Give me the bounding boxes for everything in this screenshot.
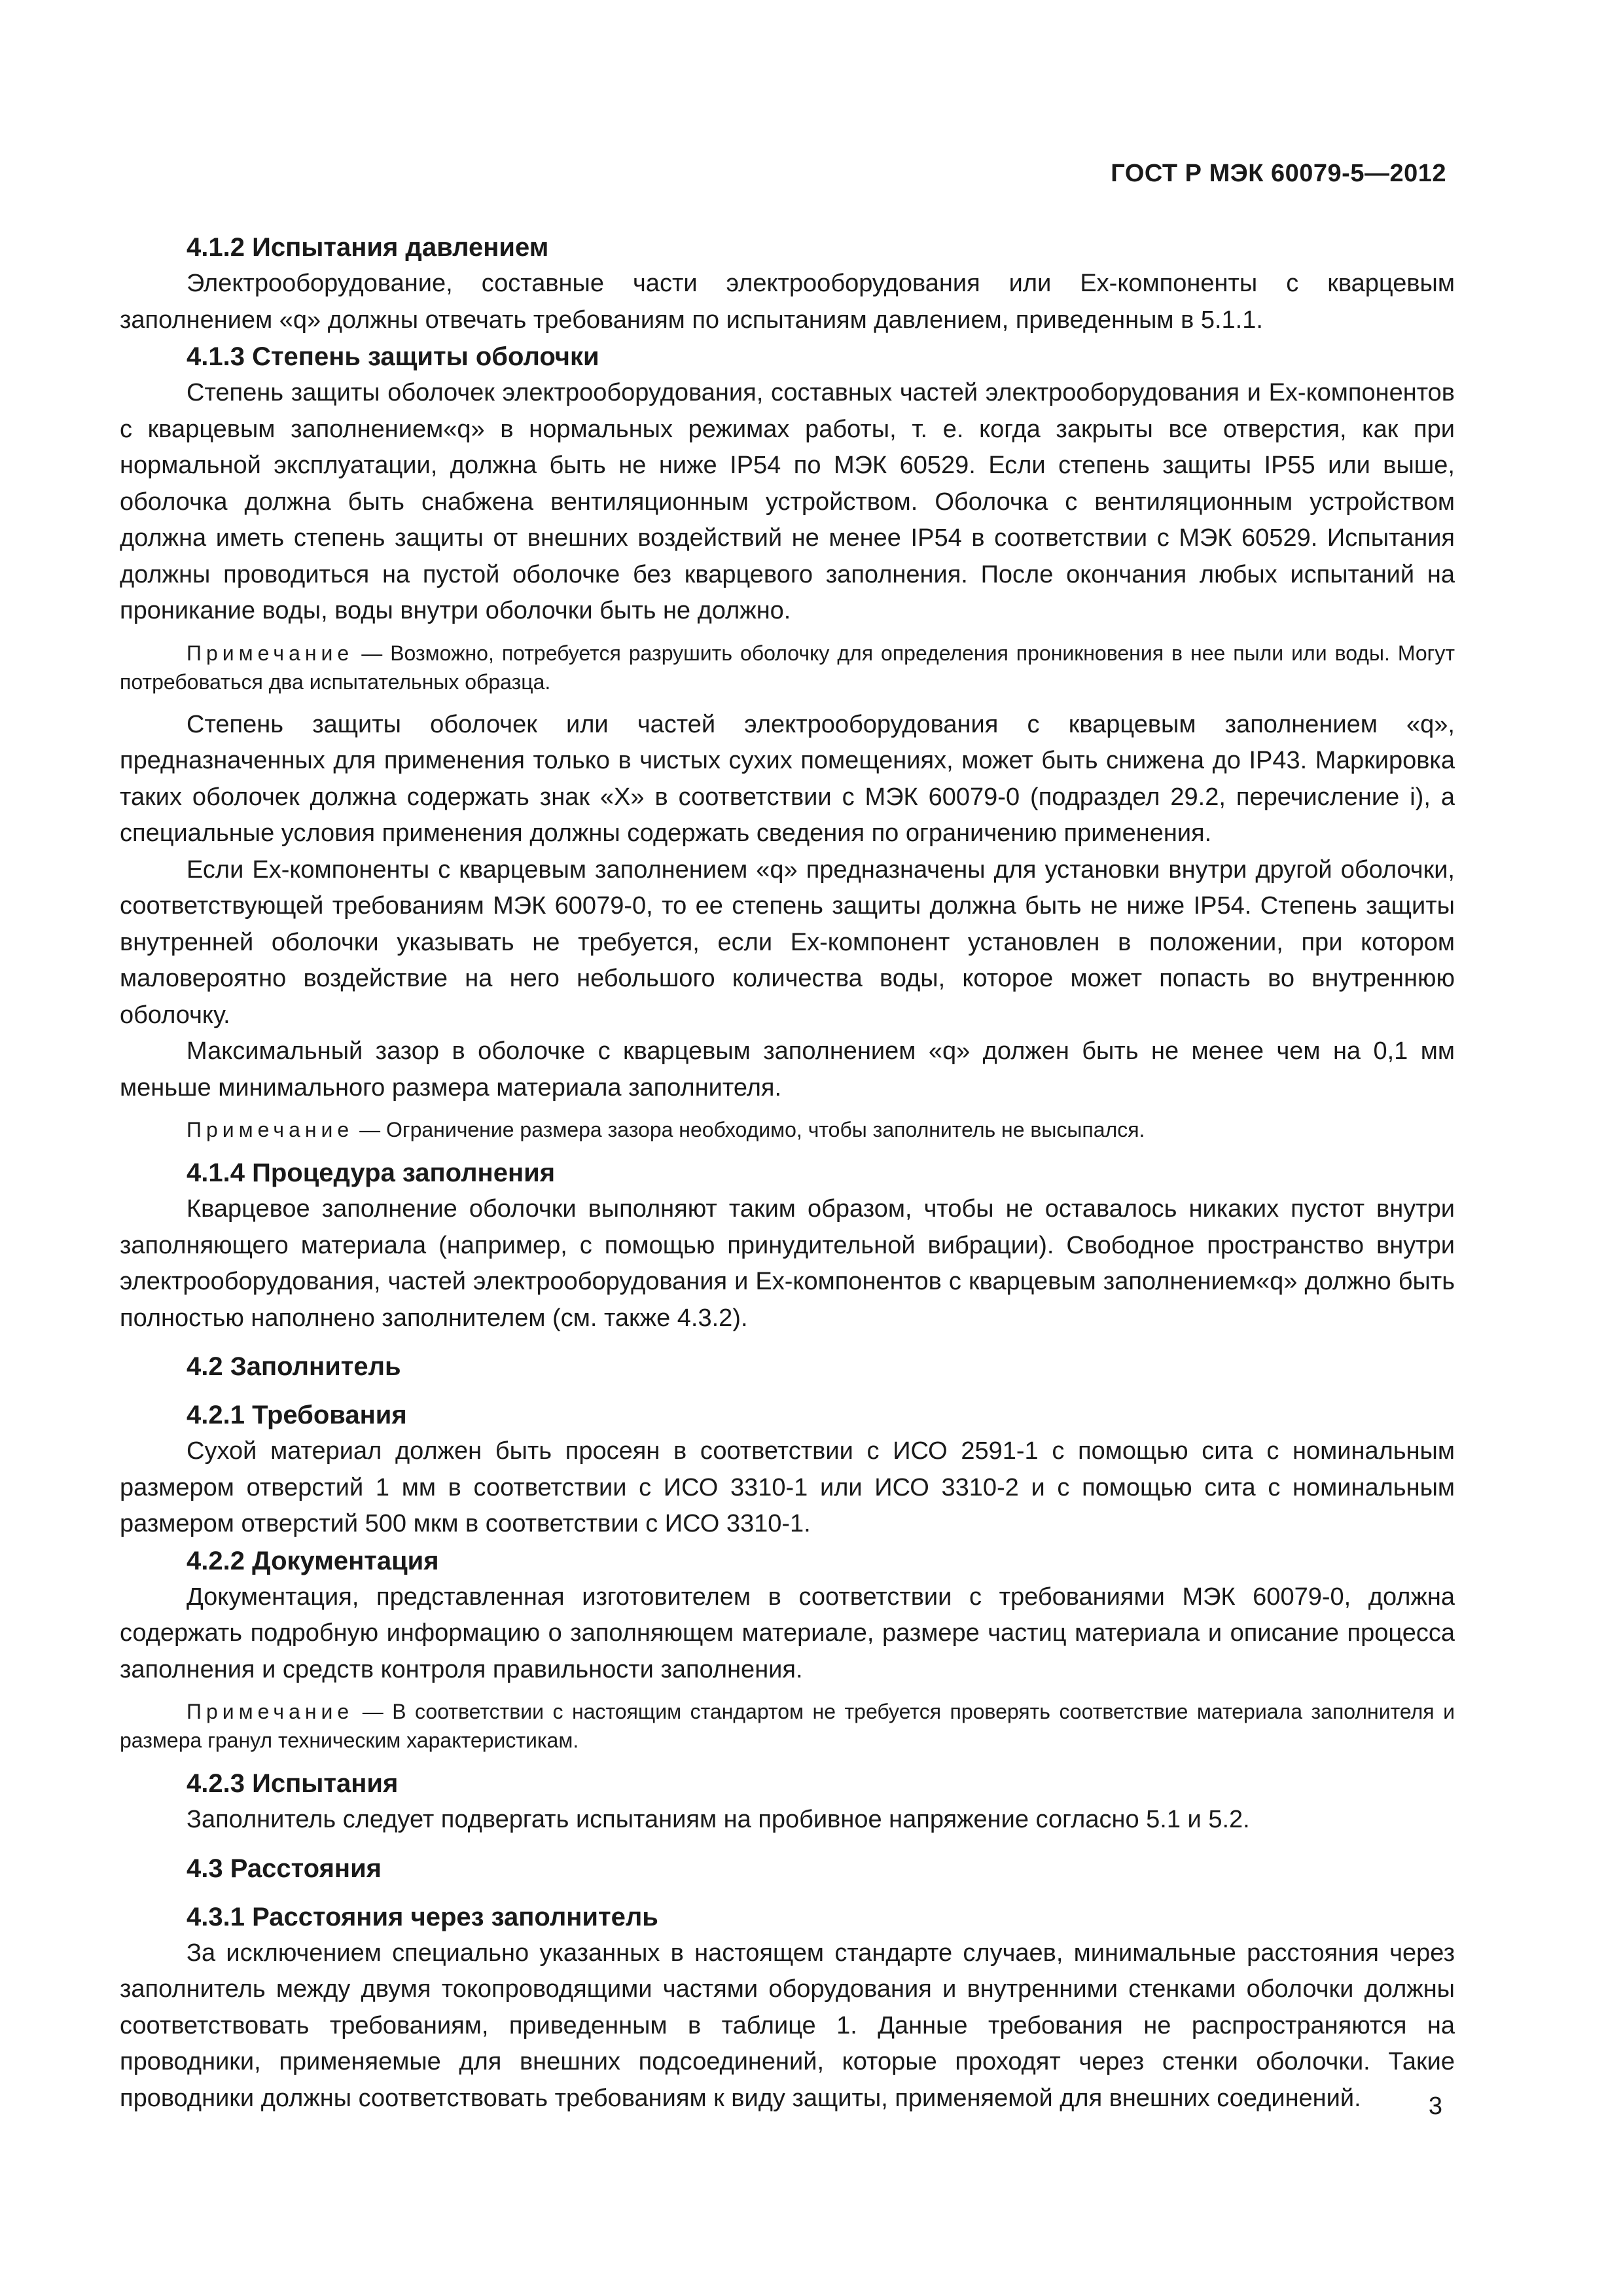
note bbox=[120, 639, 1455, 696]
paragraph: Степень защиты оболочек электрооборудования, составных частей электрооборудования и Ех-компонентов с кварцевым заполнением«q» в нормальных режимах работы, т. е. когда закрыты все отверстия, как при нормальной эксплуатации, должна быть не ниже IP54 по МЭК 60529. Если степень защиты IP55 или выше, оболочка должна быть снабжена вентиляционным устройством. Оболочка с вентиляционным устройством должна иметь степень защиты от внешних воздействий не менее IP54 в соответствии с МЭК 60529. Испытания должны проводиться на пустой оболочке без кварцевого заполнения. После окончания любых испытаний на проникание воды, воды внутри оболочки быть не должно. bbox=[120, 379, 1455, 624]
section-heading: 4.2.3 Испытания bbox=[187, 1769, 399, 1798]
section-heading: 4.2.1 Требования bbox=[187, 1401, 407, 1429]
section-heading: 4.1.4 Процедура заполнения bbox=[187, 1158, 556, 1187]
section-heading: 4.2.2 Документация bbox=[187, 1546, 439, 1575]
note-text: — Ограничение размера зазора необходимо, чтобы заполнитель не высыпался. bbox=[353, 1118, 1145, 1141]
section-heading: 4.2 Заполнитель bbox=[187, 1352, 401, 1381]
paragraph: Максимальный зазор в оболочке с кварцевым заполнением «q» должен быть не менее чем на 0,1 мм меньше минимального размера материала заполнителя. bbox=[120, 1037, 1455, 1102]
document-header-id: ГОСТ Р МЭК 60079-5—2012 bbox=[1111, 160, 1446, 187]
paragraph: Если Ех-компоненты с кварцевым заполнением «q» предназначены для установки внутри другой оболочки, соответствующей требованиям МЭК 60079-0, то ее степень защиты должна быть не ниже IP54. Степень защиты внутренней оболочки указывать не требуется, если Ех-компонент установлен в положении, при котором маловероятно воздействие на него небольшого количества воды, которое может попасть во внутреннюю оболочку. bbox=[120, 855, 1455, 1029]
paragraph: Заполнитель следует подвергать испытаниям на пробивное напряжение согласно 5.1 и 5.2. bbox=[187, 1806, 1250, 1833]
section-heading: 4.1.2 Испытания давлением bbox=[187, 233, 549, 262]
paragraph: Документация, представленная изготовителем в соответствии с требованиями МЭК 60079-0, должна содержать подробную информацию о заполняющем материале, размере частиц материала и описание процесса заполнения и средств контроля правильности заполнения. bbox=[120, 1583, 1455, 1683]
document-body bbox=[120, 229, 1455, 2117]
section-heading: 4.1.3 Степень защиты оболочки bbox=[187, 342, 599, 371]
note bbox=[120, 1115, 1455, 1144]
note-label: Примечание bbox=[187, 641, 354, 665]
paragraph: Сухой материал должен быть просеян в соответствии с ИСО 2591-1 с помощью сита с номинальным размером отверстий 1 мм в соответствии с ИСО 3310-1 или ИСО 3310-2 и с помощью сита с номинальным размером отверстий 500 мкм в соответствии с ИСО 3310-1. bbox=[120, 1437, 1455, 1537]
paragraph: Степень защиты оболочек или частей электрооборудования с кварцевым заполнением «q», предназначенных для применения только в чистых сухих помещениях, может быть снижена до IP43. Маркировка таких оболочек должна содержать знак «X» в соответствии с МЭК 60079-0 (подраздел 29.2, перечисление i), а специальные условия применения должны содержать сведения по ограничению применения. bbox=[120, 710, 1455, 847]
note-text: — В соответствии с настоящим стандартом не требуется проверять соответствие материала заполнителя и размера гранул техническим характеристикам. bbox=[120, 1700, 1455, 1752]
note-label: Примечание bbox=[187, 1700, 354, 1723]
note bbox=[120, 1697, 1455, 1755]
section-heading: 4.3 Расстояния bbox=[187, 1854, 382, 1883]
page-number: 3 bbox=[1428, 2092, 1442, 2120]
paragraph: Кварцевое заполнение оболочки выполняют таким образом, чтобы не оставалось никаких пустот внутри заполняющего материала (например, с помощью принудительной вибрации). Свободное пространство внутри электрооборудования, частей электрооборудования и Ех-компонентов с кварцевым заполнением«q» должно быть полностью наполнено заполнителем (см. также 4.3.2). bbox=[120, 1195, 1455, 1332]
paragraph: За исключением специально указанных в настоящем стандарте случаев, минимальные расстояния через заполнитель между двумя токопроводящими частями оборудования и внутренними стенками оболочки должны соответствовать требованиям, приведенным в таблице 1. Данные требования не распространяются на проводники, применяемые для внешних подсоединений, которые проходят через стенки оболочки. Такие проводники должны соответствовать требованиям к виду защиты, применяемой для внешних соединений. bbox=[120, 1939, 1455, 2112]
section-heading: 4.3.1 Расстояния через заполнитель bbox=[187, 1902, 658, 1931]
note-text: — Возможно, потребуется разрушить оболочку для определения проникновения в нее пыли или воды. Могут потребоваться два испытательных образца. bbox=[120, 641, 1455, 694]
paragraph: Электрооборудование, составные части электрооборудования или Ех-компоненты с кварцевым заполнением «q» должны отвечать требованиям по испытаниям давлением, приведенным в 5.1.1. bbox=[120, 270, 1455, 334]
note-label: Примечание bbox=[187, 1118, 354, 1141]
